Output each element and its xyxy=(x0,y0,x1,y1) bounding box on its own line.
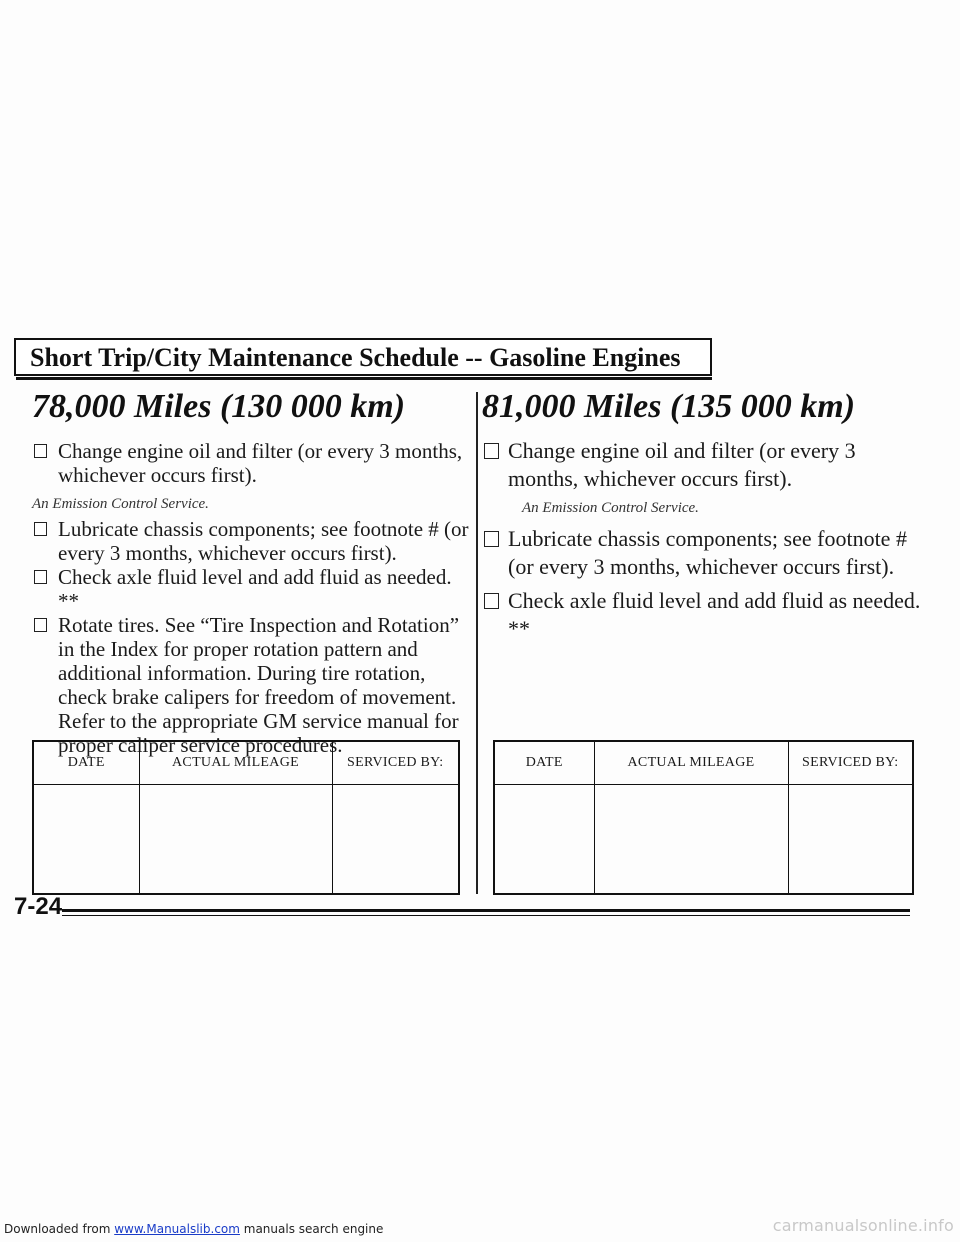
service-item-text: Check axle fluid level and add fluid as needed. ** xyxy=(58,565,452,613)
date-cell[interactable] xyxy=(494,785,594,895)
serviced-by-column-header: SERVICED BY: xyxy=(788,741,913,785)
service-list xyxy=(482,437,922,643)
checkbox-icon[interactable] xyxy=(484,443,499,459)
date-column-header: DATE xyxy=(494,741,594,785)
service-item xyxy=(32,613,472,757)
checkbox-icon[interactable] xyxy=(34,444,47,458)
mileage-cell[interactable] xyxy=(594,785,788,895)
service-item xyxy=(482,525,922,581)
right-column xyxy=(482,385,922,643)
checkbox-icon[interactable] xyxy=(34,522,47,536)
service-item xyxy=(482,437,922,493)
checkbox-icon[interactable] xyxy=(484,531,499,547)
checkbox-icon[interactable] xyxy=(34,618,47,632)
column-divider xyxy=(476,392,478,894)
emission-note: An Emission Control Service. xyxy=(522,500,699,516)
section-title: Short Trip/City Maintenance Schedule -- Gasoline Engines xyxy=(30,343,681,372)
service-item xyxy=(482,587,922,643)
section-header xyxy=(14,338,712,376)
left-column xyxy=(32,385,472,757)
serviced-by-cell[interactable] xyxy=(788,785,913,895)
date-column-header: DATE xyxy=(33,741,139,785)
service-item-text: Change engine oil and filter (or every 3 months, whichever occurs first). xyxy=(58,439,463,487)
service-log-table xyxy=(493,740,914,895)
service-item-text: Lubricate chassis components; see footnote # (or every 3 months, whichever occurs first). xyxy=(58,517,469,565)
date-cell[interactable] xyxy=(33,785,139,895)
mileage-column-header: ACTUAL MILEAGE xyxy=(594,741,788,785)
emission-note: An Emission Control Service. xyxy=(32,496,209,512)
mileage-heading-78000: 78,000 Miles (130 000 km) xyxy=(32,388,406,425)
serviced-by-cell[interactable] xyxy=(332,785,459,895)
service-log-table xyxy=(32,740,460,895)
watermark: carmanualsonline.info xyxy=(772,1216,954,1235)
service-item xyxy=(32,517,472,565)
service-list xyxy=(32,439,472,757)
service-item xyxy=(32,565,472,613)
checkbox-icon[interactable] xyxy=(34,570,47,584)
download-suffix: manuals search engine xyxy=(239,1222,384,1236)
checkbox-icon[interactable] xyxy=(484,593,499,609)
mileage-cell[interactable] xyxy=(139,785,332,895)
page-number: 7-24 xyxy=(14,893,63,920)
service-item-text: Change engine oil and filter (or every 3 months, whichever occurs first). xyxy=(508,438,856,491)
download-prefix: Downloaded from xyxy=(4,1222,115,1236)
service-item-text: Lubricate chassis components; see footnote # (or every 3 months, whichever occurs first). xyxy=(508,526,907,579)
mileage-column-header: ACTUAL MILEAGE xyxy=(139,741,332,785)
download-credit xyxy=(4,1222,383,1236)
service-item xyxy=(32,439,472,487)
mileage-heading-81000: 81,000 Miles (135 000 km) xyxy=(482,388,856,425)
footer-rule xyxy=(62,909,910,912)
manualslib-link[interactable]: www.Manualslib.com xyxy=(114,1222,240,1236)
service-item-text: Rotate tires. See “Tire Inspection and Rotation” in the Index for proper rotation pattern and additional information. During tire rotation, check brake calipers for freedom of movement. Refer to the appropriate GM service manual for proper caliper service procedures. xyxy=(58,613,460,757)
service-item-text: Check axle fluid level and add fluid as needed. ** xyxy=(508,588,921,641)
serviced-by-column-header: SERVICED BY: xyxy=(332,741,459,785)
